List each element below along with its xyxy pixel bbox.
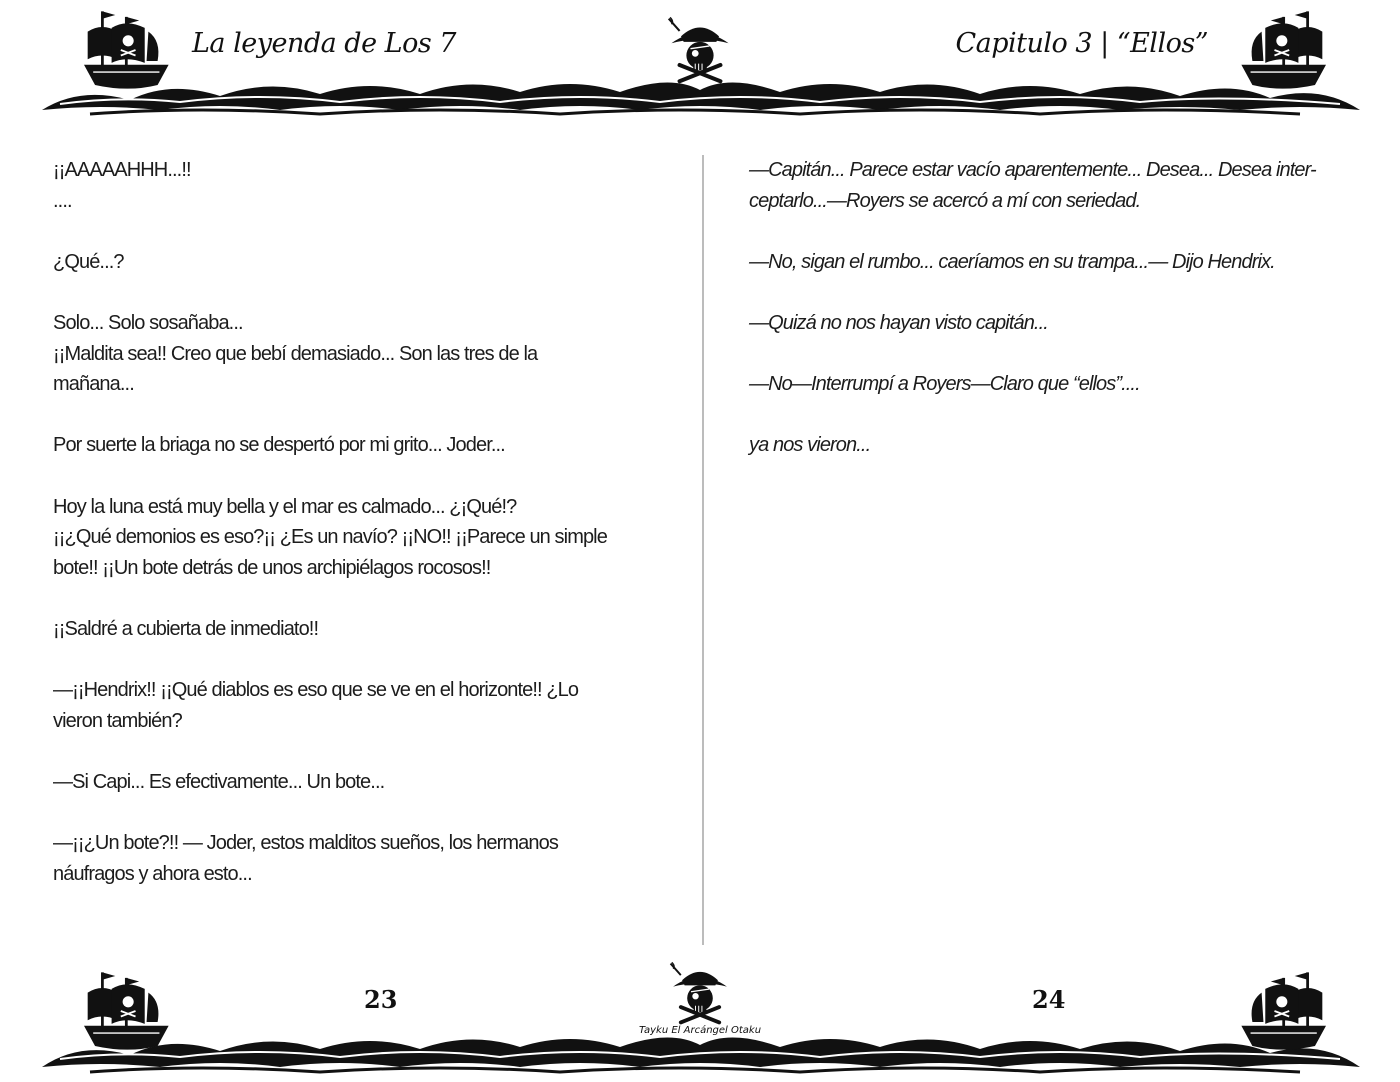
page-header [0, 0, 1400, 120]
page-number-right: 24 [1032, 985, 1066, 1014]
running-title-right: Capitulo 3 | “Ellos” [955, 28, 1208, 59]
left-page-body [53, 155, 673, 920]
paragraph: Por suerte la briaga no se despertó por mi grito... Joder... [53, 434, 505, 457]
paragraph: ya nos vieron... [749, 434, 871, 457]
pirate-ship-icon-right [1232, 4, 1328, 96]
paragraph: —¡¡Hendrix!! ¡¡Qué diablos es eso que se ve en el horizonte!! ¿Lo vieron también? [53, 679, 579, 732]
paragraph: ¡¡AAAAAHHH...!! .... [53, 159, 191, 212]
pirate-ship-icon-right [1232, 965, 1328, 1057]
paragraph: —Quizá no nos hayan visto capitán... [749, 311, 1048, 334]
paragraph: —Capitán... Parece estar vacío aparentemente... Desea... Desea inter- ceptarlo...—Royers se acercó a mí con seriedad. [749, 159, 1316, 212]
paragraph: ¡¡Saldré a cubierta de inmediato!! [53, 617, 319, 640]
pirate-ship-icon-left [82, 965, 178, 1057]
paragraph: Hoy la luna está muy bella y el mar es calmado... ¿¡Qué!? ¡¡¿Qué demonios es eso?¡¡ ¿Es un navío? ¡¡NO!! ¡¡Parece un simple bote!! ¡¡Un bote detrás de unos archipiélagos rocosos!! [53, 495, 607, 579]
page-gutter-divider [702, 155, 704, 945]
paragraph: —No—Interrumpí a Royers—Claro que “ellos”.... [749, 373, 1140, 396]
paragraph: ¿Qué...? [53, 250, 124, 273]
running-title-left: La leyenda de Los 7 [192, 28, 456, 59]
author-credit: Tayku El Arcángel Otaku [638, 1025, 762, 1036]
page-number-left: 23 [364, 985, 398, 1014]
page-footer [0, 955, 1400, 1082]
right-page-body [749, 155, 1374, 492]
paragraph: —Si Capi... Es efectivamente... Un bote... [53, 770, 385, 793]
paragraph: —No, sigan el rumbo... caeríamos en su trampa...— Dijo Hendrix. [749, 250, 1275, 273]
paragraph: —¡¡¿Un bote?!! — Joder, estos malditos sueños, los hermanos náufragos y ahora esto... [53, 832, 558, 885]
pirate-ship-icon-left [82, 4, 178, 96]
pirate-skull-icon [664, 961, 736, 1025]
pirate-skull-icon [664, 16, 736, 84]
paragraph: Solo... Solo sosañaba... ¡¡Maldita sea!! Creo que bebí demasiado... Son las tres de la mañana... [53, 311, 538, 396]
